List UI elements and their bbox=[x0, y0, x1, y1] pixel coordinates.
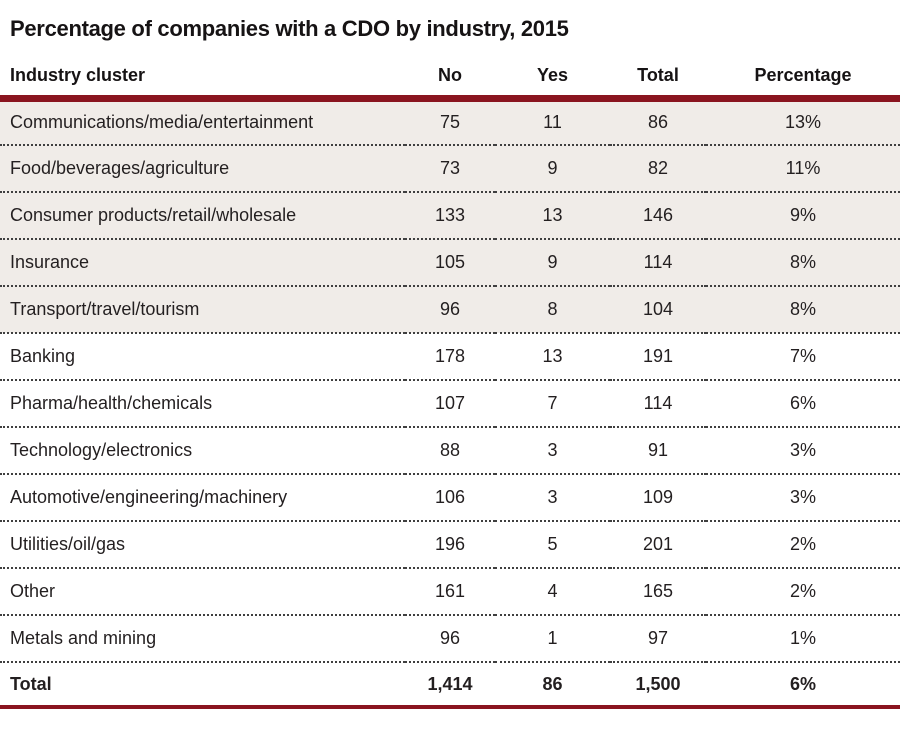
industry-cell: Utilities/oil/gas bbox=[0, 521, 405, 568]
percentage-cell: 7% bbox=[706, 333, 900, 380]
total-cell: 109 bbox=[610, 474, 706, 521]
industry-cell: Automotive/engineering/machinery bbox=[0, 474, 405, 521]
yes-cell: 5 bbox=[495, 521, 610, 568]
industry-cell: Food/beverages/agriculture bbox=[0, 145, 405, 192]
percentage-cell: 8% bbox=[706, 239, 900, 286]
percentage-cell: 6% bbox=[706, 380, 900, 427]
yes-cell: 13 bbox=[495, 192, 610, 239]
table-row bbox=[0, 474, 900, 521]
table-row bbox=[0, 239, 900, 286]
percentage-cell: 9% bbox=[706, 192, 900, 239]
no-cell: 178 bbox=[405, 333, 495, 380]
total-cell: 191 bbox=[610, 333, 706, 380]
chart-title: Percentage of companies with a CDO by industry, 2015 bbox=[10, 16, 569, 41]
total-total-cell: 1,500 bbox=[635, 673, 681, 694]
industry-cell: Metals and mining bbox=[0, 615, 405, 662]
column-header-percentage: Percentage bbox=[706, 42, 900, 98]
no-cell: 96 bbox=[405, 615, 495, 662]
total-cell: 165 bbox=[610, 568, 706, 615]
total-cell: 82 bbox=[610, 145, 706, 192]
no-cell: 133 bbox=[405, 192, 495, 239]
table-row bbox=[0, 98, 900, 145]
total-cell: 86 bbox=[610, 98, 706, 145]
no-cell: 75 bbox=[405, 98, 495, 145]
table-row bbox=[0, 333, 900, 380]
total-cell: 97 bbox=[610, 615, 706, 662]
table-row bbox=[0, 145, 900, 192]
table-row bbox=[0, 521, 900, 568]
no-cell: 161 bbox=[405, 568, 495, 615]
table-row bbox=[0, 380, 900, 427]
no-cell: 196 bbox=[405, 521, 495, 568]
table-row bbox=[0, 427, 900, 474]
industry-cell: Pharma/health/chemicals bbox=[0, 380, 405, 427]
industry-cell: Banking bbox=[0, 333, 405, 380]
table-body bbox=[0, 98, 900, 707]
column-header-total: Total bbox=[610, 42, 706, 98]
percentage-cell: 3% bbox=[706, 474, 900, 521]
total-percentage-cell: 6% bbox=[789, 673, 816, 694]
yes-cell: 9 bbox=[495, 145, 610, 192]
table-row bbox=[0, 192, 900, 239]
yes-cell: 3 bbox=[495, 427, 610, 474]
cdo-by-industry-table bbox=[0, 42, 900, 709]
yes-cell: 3 bbox=[495, 474, 610, 521]
yes-cell: 9 bbox=[495, 239, 610, 286]
no-cell: 107 bbox=[405, 380, 495, 427]
percentage-cell: 13% bbox=[706, 98, 900, 145]
industry-cell: Insurance bbox=[0, 239, 405, 286]
percentage-cell: 1% bbox=[706, 615, 900, 662]
percentage-cell: 2% bbox=[706, 568, 900, 615]
yes-cell: 1 bbox=[495, 615, 610, 662]
yes-cell: 4 bbox=[495, 568, 610, 615]
industry-cell: Transport/travel/tourism bbox=[0, 286, 405, 333]
total-cell: 201 bbox=[610, 521, 706, 568]
industry-cell: Consumer products/retail/wholesale bbox=[0, 192, 405, 239]
yes-cell: 13 bbox=[495, 333, 610, 380]
industry-cell: Other bbox=[0, 568, 405, 615]
yes-cell: 7 bbox=[495, 380, 610, 427]
yes-cell: 8 bbox=[495, 286, 610, 333]
total-yes-cell: 86 bbox=[542, 673, 563, 694]
total-row bbox=[0, 662, 900, 707]
table-row bbox=[0, 615, 900, 662]
no-cell: 96 bbox=[405, 286, 495, 333]
no-cell: 73 bbox=[405, 145, 495, 192]
column-header-no: No bbox=[405, 42, 495, 98]
total-cell: 146 bbox=[610, 192, 706, 239]
total-cell: 114 bbox=[610, 380, 706, 427]
no-cell: 105 bbox=[405, 239, 495, 286]
table-header bbox=[0, 42, 900, 98]
percentage-cell: 8% bbox=[706, 286, 900, 333]
total-cell: 104 bbox=[610, 286, 706, 333]
percentage-cell: 2% bbox=[706, 521, 900, 568]
percentage-cell: 11% bbox=[706, 145, 900, 192]
industry-cell: Communications/media/entertainment bbox=[0, 98, 405, 145]
table-row bbox=[0, 568, 900, 615]
header-row bbox=[0, 42, 900, 98]
percentage-cell: 3% bbox=[706, 427, 900, 474]
column-header-yes: Yes bbox=[495, 42, 610, 98]
total-no-cell: 1,414 bbox=[427, 673, 473, 694]
total-cell: 91 bbox=[610, 427, 706, 474]
yes-cell: 11 bbox=[495, 98, 610, 145]
table-row bbox=[0, 286, 900, 333]
total-label-cell: Total bbox=[10, 673, 52, 694]
total-cell: 114 bbox=[610, 239, 706, 286]
no-cell: 106 bbox=[405, 474, 495, 521]
column-header-industry-cluster: Industry cluster bbox=[0, 42, 405, 98]
industry-cell: Technology/electronics bbox=[0, 427, 405, 474]
no-cell: 88 bbox=[405, 427, 495, 474]
